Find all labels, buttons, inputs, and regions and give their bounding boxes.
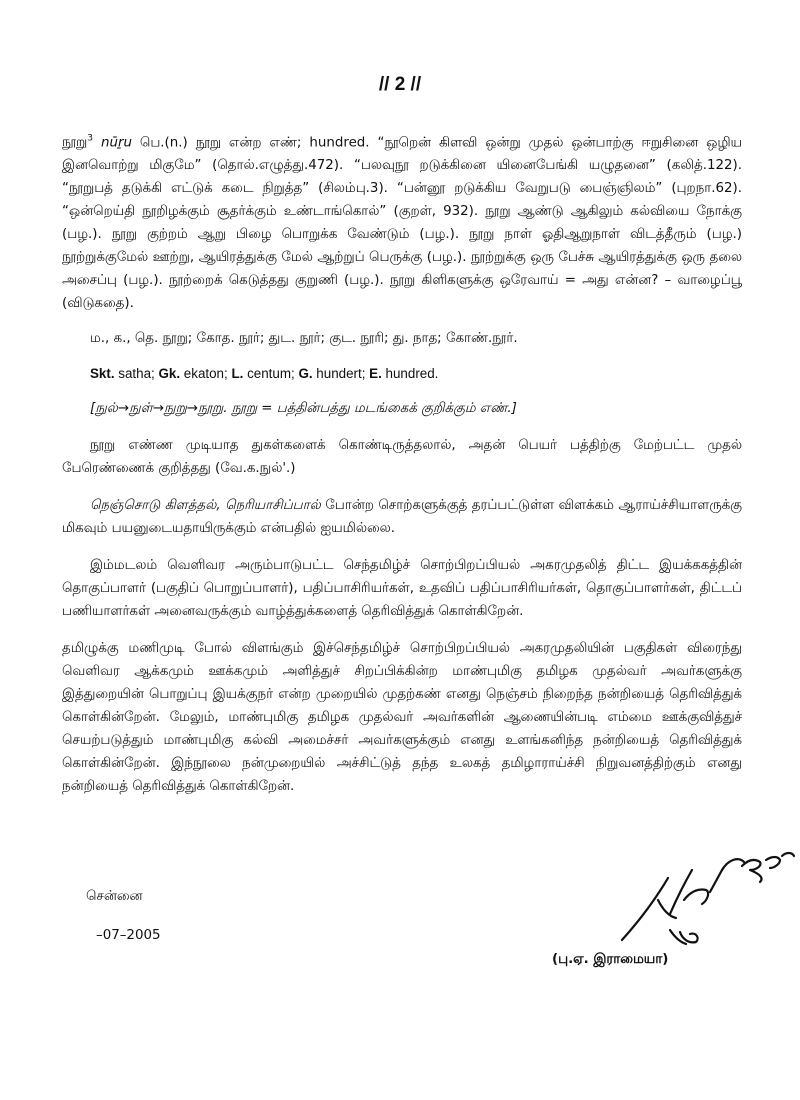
document-body bbox=[62, 128, 742, 798]
signer-name: (பு.ஏ. இராமையா) bbox=[552, 952, 669, 967]
etymon-lang: L. bbox=[231, 366, 244, 382]
entry-body: பெ.(n.) நூறு என்ற எண்; hundred. “நூறென் கிளவி ஒன்று முதல் ஒன்பாற்கு ஈறுசினை ஒழிய இனவொற்று மிகுமே” (தொல்.எழுத்து.472). “பலவுநூ றடுக்கினை யினைபேங்கி யழுதனை” (கலித்.122). “நூறுபத் தடுக்கி எட்டுக் கடை நிறுத்த” (சிலம்பு.3). “பன்னூ றடுக்கிய வேறுபடு பைஞ்ஞிலம்” (புறநா.62). “ஒன்றெய்தி நூறிழக்கும் சூதர்க்கும் உண்டாங்கொல்” (குறள், 932). நூறு ஆண்டு ஆகிலும் கல்வியை நோக்கு (பழ.). நூறு குற்றம் ஆறு பிழை பொறுக்க வேண்டும் (பழ.). நூறு நாள் ஓதிஆறுநாள் விடத்தீரும் (பழ.) நூற்றுக்குமேல் ஊற்று, ஆயிரத்துக்கு மேல் ஆற்றுப் பெருக்கு (பழ.). நூற்றுக்கு ஒரு பேச்சு ஆயிரத்துக்கு ஒரு தலை அசைப்பு (பழ.). நூற்றைக் கெடுத்தது குறுணி (பழ.). நூறு கிளிகளுக்கு ஒரேவாய் = அது என்ன? – வாழைப்பூ (விடுகதை). bbox=[62, 135, 742, 312]
paragraph-greetings: இம்மடலம் வெளிவர அரும்பாடுபட்ட செந்தமிழ்ச் சொற்பிறப்பியல் அகரமுதலித் திட்ட இயக்ககத்தின் தொகுப்பாளர் (பகுதிப் பொறுப்பாளர்), பதிப்பாசிரியர்கள், உதவிப் பதிப்பாசிரியர்கள், தொகுப்பாளர்கள், திட்டப் பணியாளர்கள் அனைவருக்கும் வாழ்த்துக்களைத் தெரிவித்துக் கொள்கிறேன். bbox=[62, 558, 742, 620]
place: சென்னை bbox=[86, 889, 143, 904]
cognates-line: ம., க., தெ. நூறு; கோத. நூர்; துட. நூர்; குட. நூரி; து. நாத; கோண்.நூர். bbox=[90, 331, 518, 347]
derivation-line: [நுல்→நுள்→நுறு→நூறு. நூறு = பத்தின்பத்து மடங்கைக் குறிக்கும் எண்.] bbox=[90, 401, 517, 417]
etymon-lang: E. bbox=[369, 366, 382, 382]
date: –07–2005 bbox=[96, 928, 161, 943]
etymon-lang: Skt. bbox=[90, 366, 115, 382]
etymon-word: ekaton; bbox=[180, 366, 232, 382]
headword bbox=[62, 135, 93, 150]
paragraph-text: போன்ற சொற்களுக்குத் தரப்பட்டுள்ள விளக்கம் ஆராய்ச்சியாளருக்கு மிகவும் பயனுடையதாயிருக்கும் என்பதில் ஐயமில்லை. bbox=[62, 498, 742, 537]
etymon-word: hundert; bbox=[312, 366, 370, 382]
headword-text: நூறு bbox=[62, 135, 88, 151]
signature-image bbox=[610, 830, 800, 960]
etymon-word: hundred. bbox=[381, 366, 439, 382]
etymon-lang: Gk. bbox=[158, 366, 181, 382]
example-terms: நெஞ்சொடு கிளத்தல், நெரியாசிப்பால் bbox=[90, 498, 321, 514]
paragraph-usefulness bbox=[62, 494, 742, 540]
transliteration: nūṟu bbox=[100, 135, 132, 151]
etymon-word: satha; bbox=[114, 366, 159, 382]
etymon-lang: G. bbox=[298, 366, 313, 382]
etymon-word: centum; bbox=[243, 366, 299, 382]
etyma-line bbox=[90, 362, 742, 385]
paragraph-thanks: தமிழுக்கு மணிமுடி போல் விளங்கும் இச்செந்தமிழ்ச் சொற்பிறப்பியல் அகரமுதலியின் பகுதிகள் விரைந்து வெளிவர ஆக்கமும் ஊக்கமும் அளித்துச் சிறப்பிக்கின்ற மாண்புமிகு தமிழக முதல்வர் அவர்களுக்கு இத்துறையின் பொறுப்பு இயக்குநர் என்ற முறையில் முதற்கண் எனது நெஞ்சம் நிறைந்த நன்றியைத் தெரிவித்துக் கொள்கின்றேன். மேலும், மாண்புமிகு தமிழக முதல்வர் அவர்களின் ஆணையின்படி எம்மை ஊக்குவித்துச் செயற்படுத்தும் மாண்புமிகு கல்வி அமைச்சர் அவர்களுக்கும் எனது உளங்கனிந்த நன்றியைத் தெரிவித்துக் கொள்கின்றேன். இந்நூலை நன்முறையில் அச்சிட்டுத் தந்த உலகத் தமிழாராய்ச்சி நிறுவனத்திற்கும் எனது நன்றியைத் தெரிவித்துக் கொள்கிறேன். bbox=[62, 641, 742, 795]
page-number: // 2 // bbox=[378, 74, 422, 95]
etymology-note: நூறு எண்ண முடியாத துகள்களைக் கொண்டிருத்தலால், அதன் பெயர் பத்திற்கு மேற்பட்ட முதல் பேரெண்ணைக் குறித்தது (வே.க.நுல்'.) bbox=[62, 438, 742, 477]
headword-superscript: 3 bbox=[87, 134, 93, 144]
dictionary-entry bbox=[62, 128, 742, 315]
